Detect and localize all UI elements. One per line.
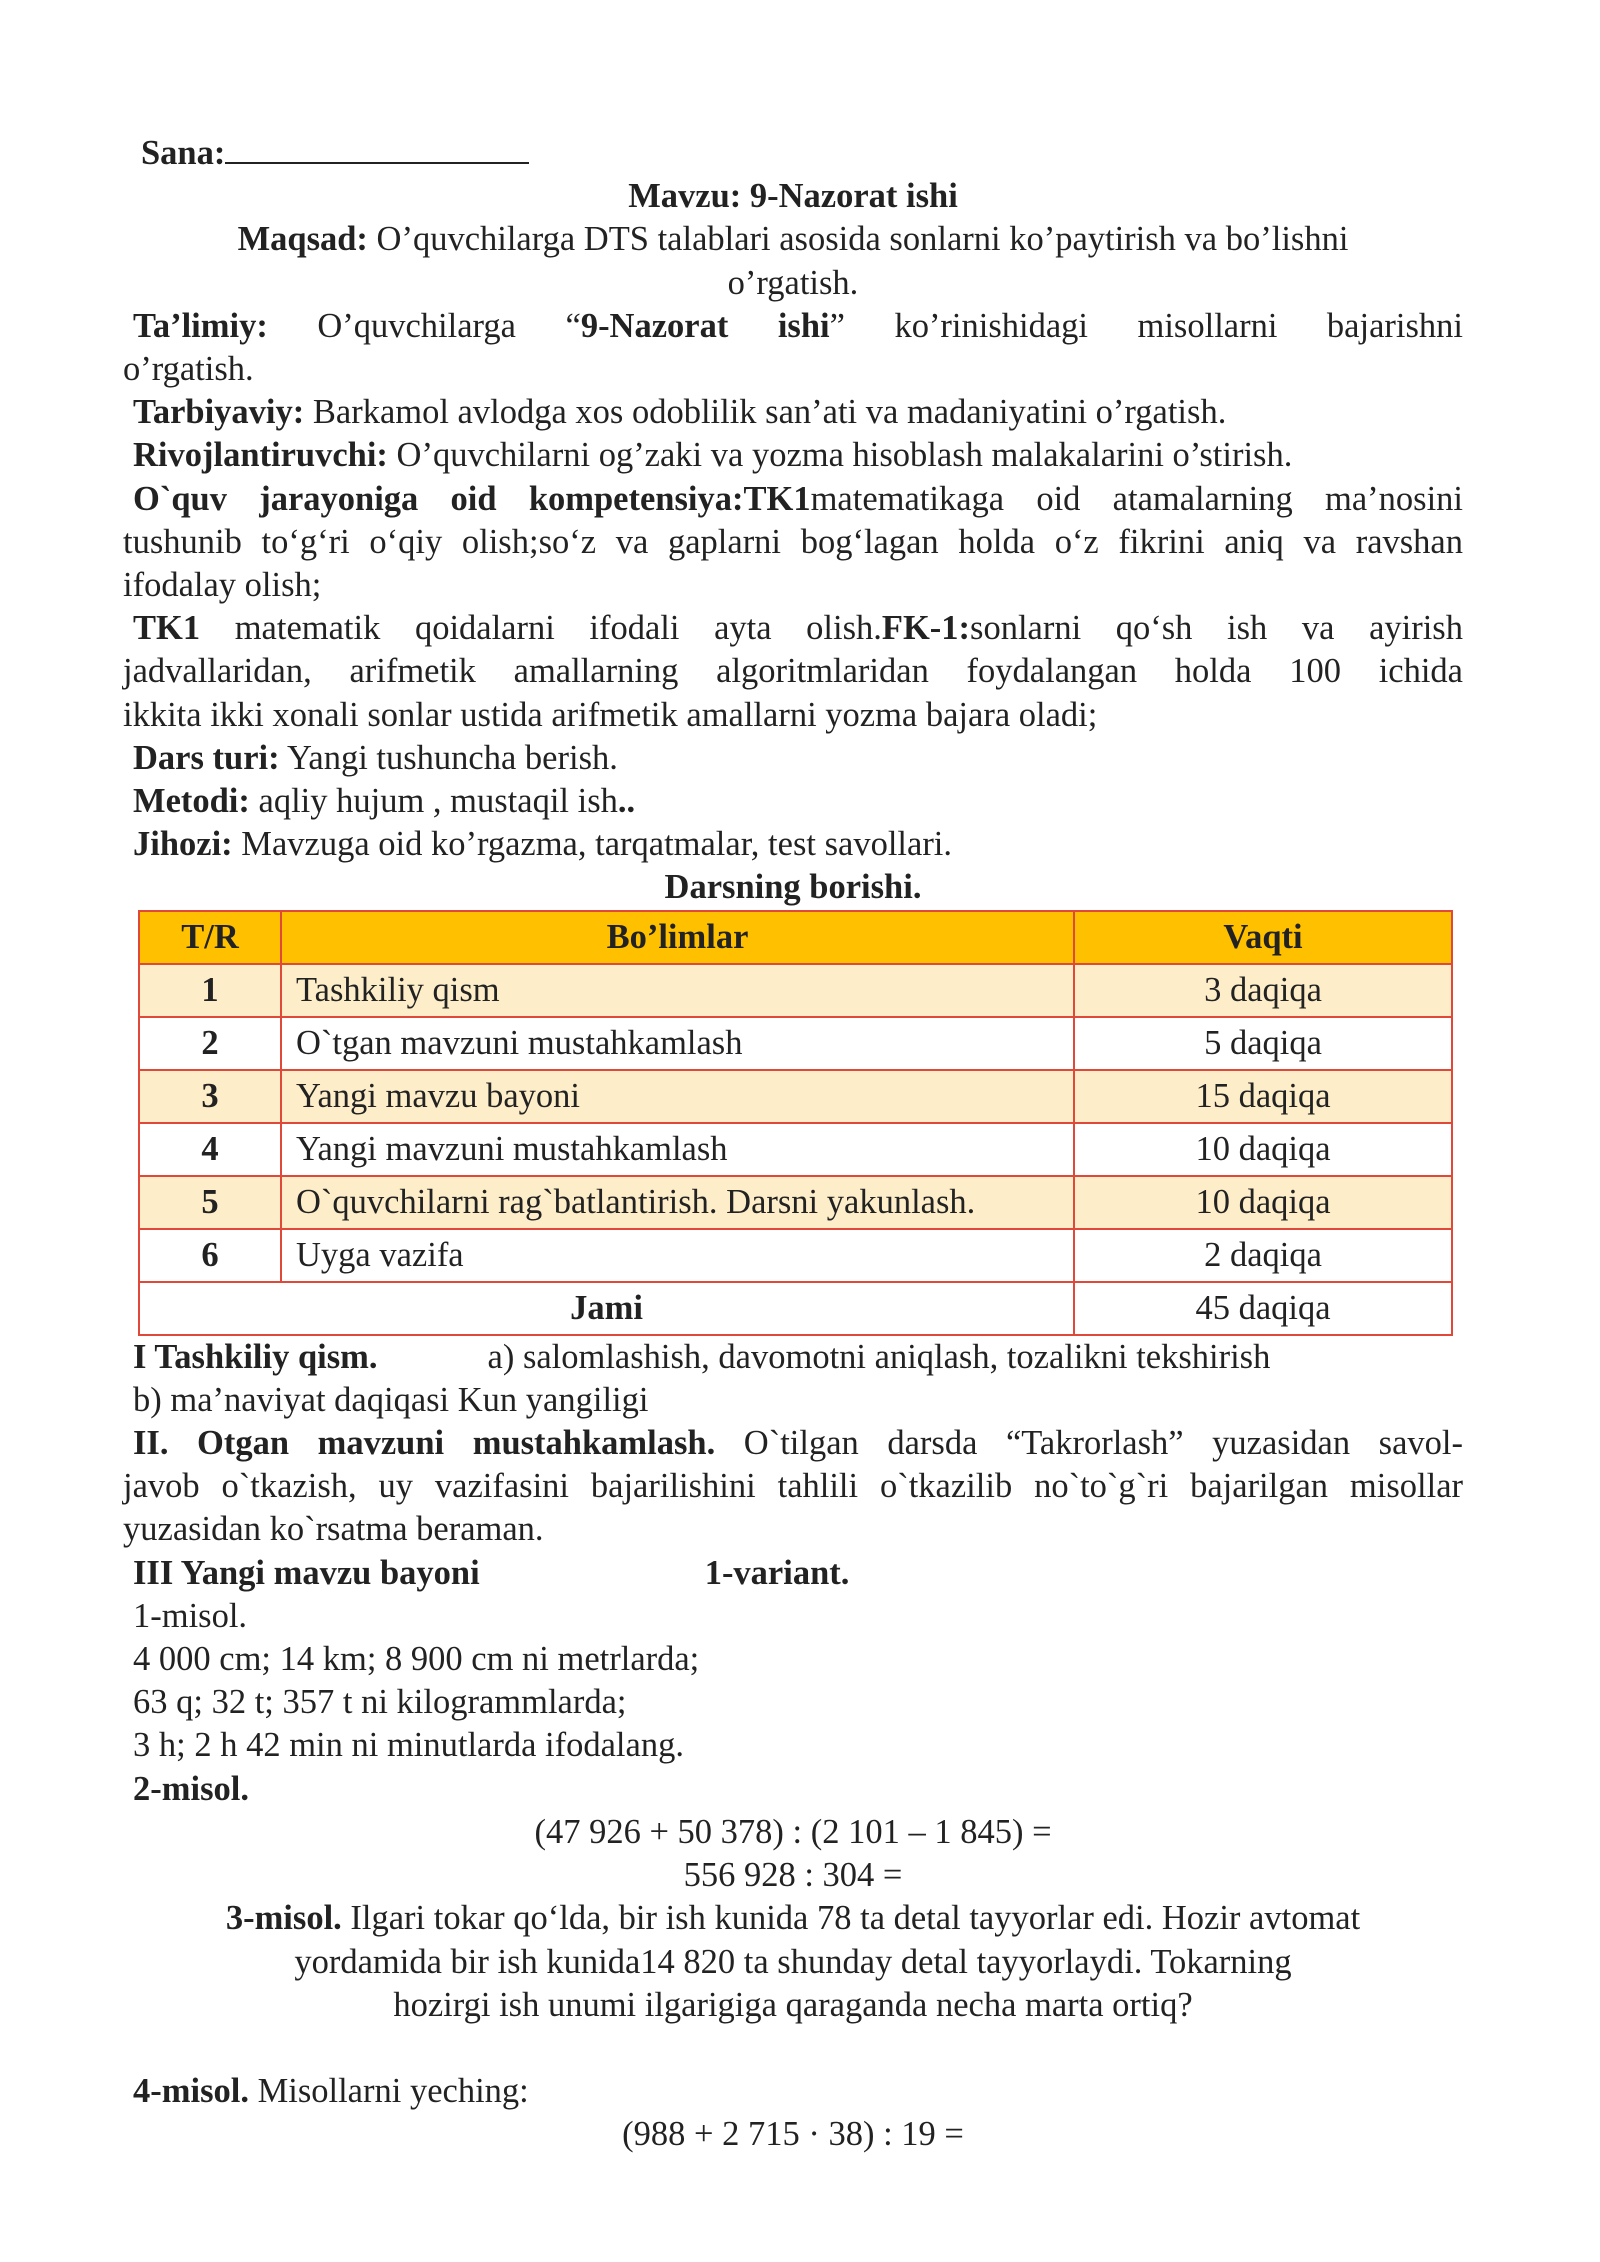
date-blank bbox=[225, 128, 529, 164]
lesson-equipment: Jihozi: Mavzuga oid ko’rgazma, tarqatmalar, test savollari. bbox=[133, 825, 953, 864]
competence-line-2: tushunib to‘g‘ri o‘qiy olish;so‘z va gaplarni bog‘lagan holda o‘z fikrini aniq va ravshan bbox=[123, 522, 1463, 561]
row-time: 5 daqiqa bbox=[1074, 1017, 1452, 1070]
column-header-sections: Bo’limlar bbox=[281, 911, 1074, 964]
row-number: 5 bbox=[139, 1176, 281, 1229]
exercise-2-line-2: 556 928 : 304 = bbox=[683, 1856, 903, 1895]
row-number: 4 bbox=[139, 1123, 281, 1176]
row-section: Uyga vazifa bbox=[281, 1229, 1074, 1282]
table-header-row bbox=[139, 911, 1452, 964]
variant-label: 1-variant. bbox=[704, 1553, 850, 1592]
section-organizational: I Tashkiliy qism. a) salomlashish, davomotni aniqlash, tozalikni tekshirish bbox=[133, 1337, 1271, 1376]
competence-line-5: jadvallaridan, arifmetik amallarning algoritmlaridan foydalangan holda 100 ichida bbox=[123, 652, 1463, 691]
row-number: 3 bbox=[139, 1070, 281, 1123]
exercise-2-label: 2-misol. bbox=[133, 1769, 249, 1808]
developing-goal: Rivojlantiruvchi: O’quvchilarni og’zaki va yozma hisoblash malakalarini o’stirish. bbox=[133, 436, 1293, 475]
lesson-method: Metodi: aqliy hujum , mustaqil ish.. bbox=[133, 782, 636, 821]
row-time: 10 daqiqa bbox=[1074, 1123, 1452, 1176]
table-row bbox=[139, 1176, 1452, 1229]
section-review-label: II. Otgan mavzuni mustahkamlash. bbox=[133, 1424, 716, 1463]
row-section: Tashkiliy qism bbox=[281, 964, 1074, 1017]
exercise-3-line-2: yordamida bir ish kunida14 820 ta shunday detal tayyorlaydi. Tokarning bbox=[294, 1942, 1292, 1981]
table-total-row bbox=[139, 1282, 1452, 1335]
table-row bbox=[139, 1017, 1452, 1070]
exercise-3-label: 3-misol. bbox=[225, 1899, 342, 1938]
date-label: Sana: bbox=[141, 134, 226, 172]
exercise-1-label: 1-misol. bbox=[133, 1596, 248, 1635]
table-row bbox=[139, 1123, 1452, 1176]
lesson-plan-table bbox=[138, 910, 1453, 1336]
row-time: 15 daqiqa bbox=[1074, 1070, 1452, 1123]
tk1-label: TK1 bbox=[133, 609, 201, 648]
row-number: 2 bbox=[139, 1017, 281, 1070]
exercise-3-line-3: hozirgi ish unumi ilgarigiga qaraganda necha marta ortiq? bbox=[393, 1985, 1193, 2024]
goal-label: Maqsad: bbox=[237, 220, 368, 259]
row-section: O`tgan mavzuni mustahkamlash bbox=[281, 1017, 1074, 1070]
row-time: 3 daqiqa bbox=[1074, 964, 1452, 1017]
competence-label: O`quv jarayoniga oid kompetensiya:TK1 bbox=[133, 479, 811, 518]
row-number: 6 bbox=[139, 1229, 281, 1282]
table-row bbox=[139, 1229, 1452, 1282]
exercise-4: 4-misol. Misollarni yeching: bbox=[133, 2071, 529, 2110]
total-label: Jami bbox=[139, 1282, 1074, 1335]
lesson-plan-page bbox=[123, 128, 1463, 2156]
section-new-topic-label: III Yangi mavzu bayoni bbox=[133, 1553, 480, 1592]
lesson-equipment-label: Jihozi: bbox=[133, 825, 233, 864]
exercise-1-line-2: 63 q; 32 t; 357 t ni kilogrammlarda; bbox=[133, 1683, 627, 1722]
section-review-line-1: II. Otgan mavzuni mustahkamlash. O`tilgan darsda “Takrorlash” yuzasidan savol- bbox=[133, 1424, 1463, 1463]
lesson-type-label: Dars turi: bbox=[133, 738, 280, 777]
exercise-4-label: 4-misol. bbox=[133, 2071, 249, 2110]
exercise-2-line-1: (47 926 + 50 378) : (2 101 – 1 845) = bbox=[534, 1812, 1052, 1851]
educational-bold-title: 9-Nazorat ishi bbox=[580, 306, 830, 345]
fk1-label: FK-1: bbox=[881, 609, 971, 648]
row-section: Yangi mavzu bayoni bbox=[281, 1070, 1074, 1123]
competence-line-6: ikkita ikki xonali sonlar ustida arifmetik amallarni yozma bajara oladi; bbox=[123, 695, 1098, 734]
goal-text: O’quvchilarga DTS talablari asosida sonlarni ko’paytirish va bo’lishni bbox=[367, 220, 1349, 259]
educational-label: Ta’limiy: bbox=[133, 306, 268, 345]
table-row bbox=[139, 1070, 1452, 1123]
row-time: 10 daqiqa bbox=[1074, 1176, 1452, 1229]
section-new-topic bbox=[123, 1552, 1463, 1595]
developing-label: Rivojlantiruvchi: bbox=[133, 436, 388, 475]
exercise-3-line-1: 3-misol. Ilgari tokar qo‘lda, bir ish kunida 78 ta detal tayyorlar edi. Hozir avtomat bbox=[225, 1899, 1361, 1938]
section-organizational-label: I Tashkiliy qism. bbox=[133, 1337, 378, 1376]
educational-goal: Ta’limiy: O’quvchilarga “9-Nazorat ishi” ko’rinishidagi misollarni bajarishni bbox=[133, 306, 1463, 345]
goal-line bbox=[123, 218, 1463, 261]
exercise-1-line-1: 4 000 cm; 14 km; 8 900 cm ni metrlarda; bbox=[133, 1640, 700, 1679]
upbringing-label: Tarbiyaviy: bbox=[133, 393, 305, 432]
section-review-line-2: javob o`tkazish, uy vazifasini bajarilishini tahlili o`tkazilib no`to`g`ri bajarilgan misollar bbox=[123, 1467, 1463, 1506]
date-line bbox=[123, 128, 1463, 175]
competence-line-3: ifodalay olish; bbox=[123, 566, 322, 605]
topic-title: Mavzu: 9-Nazorat ishi bbox=[628, 177, 958, 216]
total-time: 45 daqiqa bbox=[1074, 1282, 1452, 1335]
upbringing-goal: Tarbiyaviy: Barkamol avlodga xos odoblilik san’ati va madaniyatini o’rgatish. bbox=[133, 393, 1227, 432]
section-review-line-3: yuzasidan ko`rsatma beraman. bbox=[123, 1510, 544, 1549]
competence-line-4: TK1 matematik qoidalarni ifodali ayta olish.FK-1:sonlarni qo‘sh ish va ayirish bbox=[133, 609, 1463, 648]
educational-goal-cont: o’rgatish. bbox=[123, 350, 254, 389]
exercise-4-line-1: (988 + 2 715 · 38) : 19 = bbox=[622, 2115, 964, 2154]
goal-text-cont: o’rgatish. bbox=[727, 263, 859, 302]
column-header-time: Vaqti bbox=[1074, 911, 1452, 964]
row-section: O`quvchilarni rag`batlantirish. Darsni yakunlash. bbox=[281, 1176, 1074, 1229]
row-time: 2 daqiqa bbox=[1074, 1229, 1452, 1282]
row-number: 1 bbox=[139, 964, 281, 1017]
exercise-1-line-3: 3 h; 2 h 42 min ni minutlarda ifodalang. bbox=[133, 1726, 684, 1765]
column-header-number: T/R bbox=[139, 911, 281, 964]
lesson-type: Dars turi: Yangi tushuncha berish. bbox=[133, 738, 618, 777]
row-section: Yangi mavzuni mustahkamlash bbox=[281, 1123, 1074, 1176]
table-row bbox=[139, 964, 1452, 1017]
section-organizational-b: b) ma’naviyat daqiqasi Kun yangiligi bbox=[133, 1380, 649, 1419]
competence-line-1: O`quv jarayoniga oid kompetensiya:TK1matematikaga oid atamalarning ma’nosini bbox=[133, 479, 1464, 518]
lesson-method-label: Metodi: bbox=[133, 782, 250, 821]
lesson-progress-title: Darsning borishi. bbox=[664, 868, 922, 907]
